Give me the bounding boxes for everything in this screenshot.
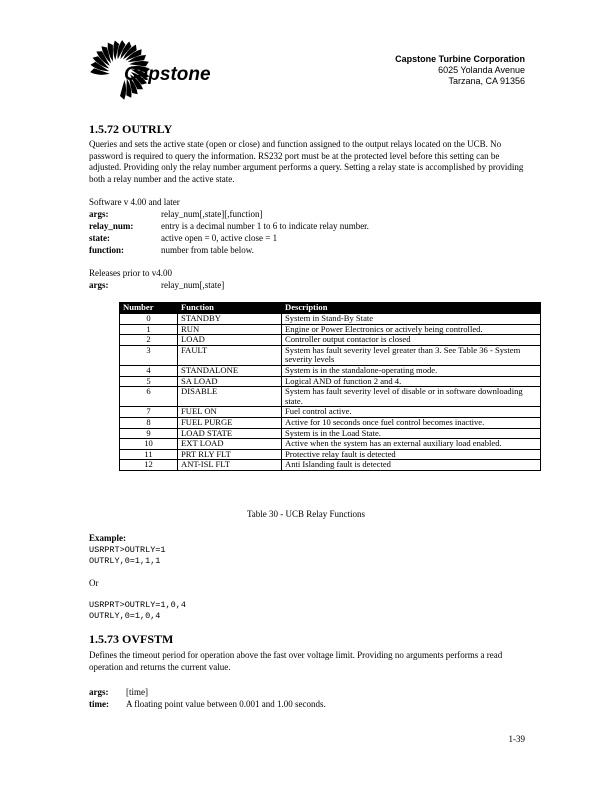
cell-description: System has fault severity level of disable or in software downloading state. bbox=[282, 387, 541, 407]
section-heading-outrly: 1.5.72 OUTRLY bbox=[89, 122, 173, 136]
table-row bbox=[120, 345, 541, 365]
param-label: state: bbox=[89, 233, 110, 243]
table-header-row bbox=[120, 303, 541, 314]
cell-number: 3 bbox=[120, 345, 178, 365]
cell-description: Controller output contactor is closed bbox=[282, 335, 541, 346]
param-label: args: bbox=[89, 687, 109, 697]
cell-function: STANDALONE bbox=[178, 365, 282, 376]
page-number: 1-39 bbox=[508, 734, 525, 744]
company-name: Capstone Turbine Corporation bbox=[395, 54, 525, 64]
cell-number: 0 bbox=[120, 314, 178, 325]
releases-line: Releases prior to v4.00 bbox=[89, 268, 172, 278]
cell-number: 2 bbox=[120, 335, 178, 346]
address-line-1: 6025 Yolanda Avenue bbox=[438, 65, 525, 75]
param-label: function: bbox=[89, 245, 125, 255]
cell-function: ANT-ISL FLT bbox=[178, 460, 282, 471]
cell-function: FUEL PURGE bbox=[178, 417, 282, 428]
param-value: entry is a decimal number 1 to 6 to indicate relay number. bbox=[161, 221, 369, 231]
param-label: time: bbox=[89, 699, 109, 709]
releases-args-value: relay_num[,state] bbox=[161, 280, 225, 290]
example-label: Example: bbox=[89, 533, 126, 543]
example-line: OUTRLY,0=1,0,4 bbox=[89, 611, 161, 621]
cell-number: 10 bbox=[120, 439, 178, 450]
relay-functions-table bbox=[119, 302, 541, 471]
table-row bbox=[120, 387, 541, 407]
table-row bbox=[120, 376, 541, 387]
cell-function: FAULT bbox=[178, 345, 282, 365]
cell-number: 5 bbox=[120, 376, 178, 387]
section-heading-ovfstm: 1.5.73 OVFSTM bbox=[89, 632, 174, 646]
cell-description: Active for 10 seconds once fuel control becomes inactive. bbox=[282, 417, 541, 428]
logo-text: Capstone bbox=[124, 64, 211, 85]
cell-function: LOAD STATE bbox=[178, 428, 282, 439]
ovfstm-description: Defines the timeout period for operation above the fast over voltage limit. Providing no arguments performs a read operation and returns the current value. bbox=[89, 650, 503, 672]
cell-number: 4 bbox=[120, 365, 178, 376]
table-row bbox=[120, 428, 541, 439]
cell-function: DISABLE bbox=[178, 387, 282, 407]
cell-description: Protective relay fault is detected bbox=[282, 449, 541, 460]
table-row bbox=[120, 324, 541, 335]
header-description: Description bbox=[282, 303, 541, 314]
header-function: Function bbox=[178, 303, 282, 314]
cell-description: System in Stand-By State bbox=[282, 314, 541, 325]
param-value: active open = 0, active close = 1 bbox=[161, 233, 278, 243]
param-value: relay_num[,state][,function] bbox=[161, 209, 263, 219]
cell-function: RUN bbox=[178, 324, 282, 335]
cell-description: System is in the standalone-operating mode. bbox=[282, 365, 541, 376]
address-line-2: Tarzana, CA 91356 bbox=[448, 76, 525, 86]
table-row bbox=[120, 460, 541, 471]
table-row bbox=[120, 365, 541, 376]
cell-description: System is in the Load State. bbox=[282, 428, 541, 439]
releases-args-label: args: bbox=[89, 280, 109, 290]
table-row bbox=[120, 417, 541, 428]
cell-number: 9 bbox=[120, 428, 178, 439]
cell-number: 6 bbox=[120, 387, 178, 407]
cell-function: PRT RLY FLT bbox=[178, 449, 282, 460]
company-address bbox=[395, 54, 525, 87]
cell-number: 7 bbox=[120, 407, 178, 418]
table-row bbox=[120, 314, 541, 325]
cell-function: EXT LOAD bbox=[178, 439, 282, 450]
cell-number: 1 bbox=[120, 324, 178, 335]
cell-description: System has fault severity level greater than 3. See Table 36 - System severity levels bbox=[282, 345, 541, 365]
param-value: A floating point value between 0.001 and 1.00 seconds. bbox=[126, 699, 326, 709]
cell-number: 8 bbox=[120, 417, 178, 428]
param-label: args: bbox=[89, 209, 109, 219]
param-value: [time] bbox=[126, 687, 148, 697]
cell-description: Fuel control active. bbox=[282, 407, 541, 418]
param-value: number from table below. bbox=[161, 245, 254, 255]
cell-function: FUEL ON bbox=[178, 407, 282, 418]
cell-number: 12 bbox=[120, 460, 178, 471]
table-caption: Table 30 - UCB Relay Functions bbox=[246, 509, 366, 519]
header-number: Number bbox=[120, 303, 178, 314]
table-row bbox=[120, 449, 541, 460]
table-row bbox=[120, 407, 541, 418]
example-line: USRPRT>OUTRLY=1 bbox=[89, 545, 166, 555]
example-line: OUTRLY,0=1,1,1 bbox=[89, 556, 161, 566]
example-line: USRPRT>OUTRLY=1,0,4 bbox=[89, 600, 186, 610]
param-label: relay_num: bbox=[89, 221, 134, 231]
table-row bbox=[120, 335, 541, 346]
cell-description: Active when the system has an external auxiliary load enabled. bbox=[282, 439, 541, 450]
cell-description: Logical AND of function 2 and 4. bbox=[282, 376, 541, 387]
cell-function: SA LOAD bbox=[178, 376, 282, 387]
outrly-description: Queries and sets the active state (open or close) and function assigned to the output relays located on the UCB. No password is required to query the information. RS232 port must be at the protected level before this setting can be adjusted. Providing only the relay number argument performs a query. Setting a relay state is accomplished by providing both a relay number and the active state. bbox=[89, 139, 524, 184]
cell-description: Anti Islanding fault is detected bbox=[282, 460, 541, 471]
cell-function: LOAD bbox=[178, 335, 282, 346]
capstone-logo bbox=[90, 38, 220, 102]
cell-description: Engine or Power Electronics or actively being controlled. bbox=[282, 324, 541, 335]
cell-number: 11 bbox=[120, 449, 178, 460]
table-row bbox=[120, 439, 541, 450]
example-or: Or bbox=[89, 578, 99, 588]
cell-function: STANDBY bbox=[178, 314, 282, 325]
software-version-line: Software v 4.00 and later bbox=[89, 197, 180, 207]
